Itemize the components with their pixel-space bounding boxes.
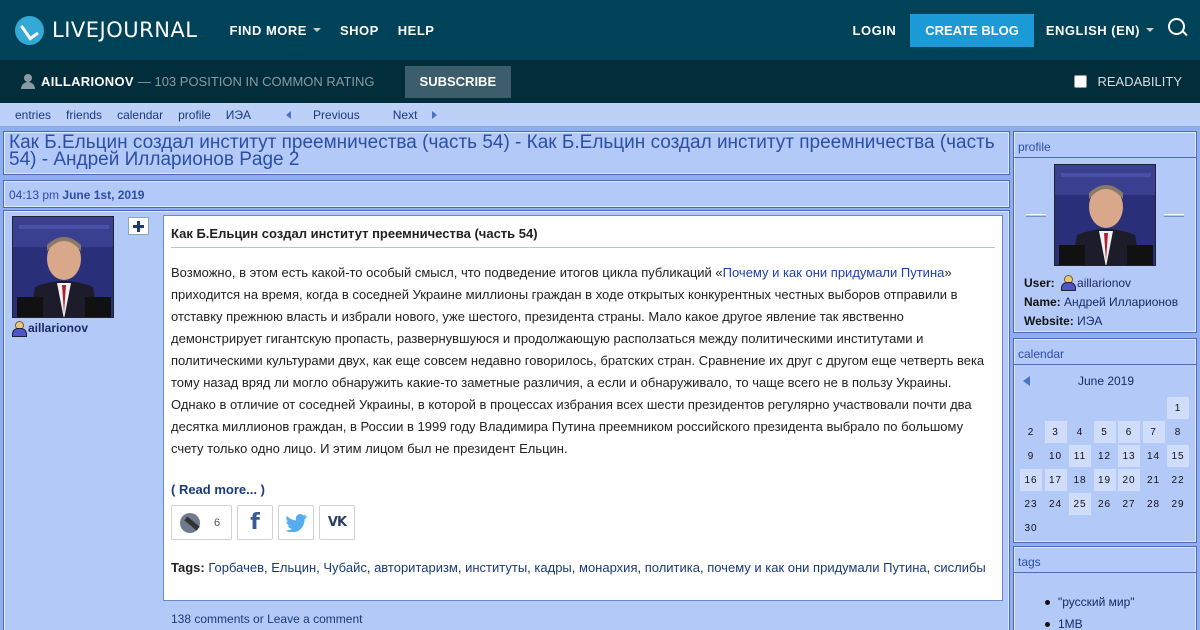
tag-link[interactable]: авторитаризм — [374, 560, 458, 575]
vk-icon: VK — [327, 515, 347, 530]
calendar-day: 9 — [1027, 450, 1035, 462]
calendar-day[interactable]: 16 — [1020, 469, 1042, 491]
comments-bar — [171, 612, 362, 626]
calendar-day: 8 — [1174, 426, 1182, 438]
entry-date[interactable]: June 1st, 2019 — [62, 188, 145, 202]
entry-post — [163, 215, 1003, 601]
tag-link[interactable]: почему и как они придумали Путина — [707, 560, 927, 575]
tag-link[interactable]: кадры — [534, 560, 572, 575]
sidebar-tags-list — [1058, 591, 1135, 630]
journal-rating: — 103 POSITION IN COMMON RATING — [137, 74, 375, 89]
language-label: ENGLISH (EN) — [1045, 22, 1140, 38]
arrow-right-icon — [432, 111, 437, 119]
readability-toggle[interactable] — [1074, 74, 1182, 89]
calendar-day: 2 — [1027, 426, 1035, 438]
calendar-day[interactable]: 17 — [1045, 469, 1067, 491]
tag-link[interactable]: институты — [465, 560, 528, 575]
calendar-day: 29 — [1171, 498, 1185, 510]
chevron-down-icon — [313, 28, 321, 32]
sidebar-profile — [1013, 131, 1197, 333]
avatar[interactable] — [12, 216, 114, 318]
menu-shop[interactable]: SHOP — [339, 22, 379, 38]
calendar-day[interactable]: 13 — [1118, 445, 1140, 467]
calendar-day: 18 — [1073, 474, 1087, 486]
calendar-day: 23 — [1024, 498, 1038, 510]
previous-label: Previous — [313, 107, 360, 122]
calendar-day[interactable]: 25 — [1069, 493, 1091, 515]
comments-or: or — [253, 612, 264, 626]
tag-link[interactable]: сислибы — [933, 560, 986, 575]
profile-name-row — [1024, 293, 1178, 312]
language-selector[interactable] — [1046, 23, 1154, 38]
sidebar-calendar — [1013, 338, 1197, 543]
profile-user-value[interactable]: aillarionov — [1077, 276, 1132, 290]
calendar-day[interactable]: 11 — [1069, 445, 1091, 467]
calendar-day[interactable]: 15 — [1167, 445, 1189, 467]
page-title-box — [3, 131, 1010, 175]
login-link[interactable]: LOGIN — [852, 22, 897, 38]
comments-count-link[interactable]: 138 comments — [171, 612, 250, 626]
menu-help[interactable]: HELP — [397, 22, 435, 38]
subnav-profile[interactable]: profile — [178, 107, 211, 122]
twitter-icon — [285, 514, 307, 532]
expand-button[interactable] — [128, 217, 149, 235]
tag-link[interactable]: Ельцин — [271, 560, 317, 575]
subnav-calendar[interactable]: calendar — [117, 107, 164, 122]
entry-header — [3, 180, 1010, 208]
journal-username[interactable]: AILLARIONOV — [41, 74, 134, 89]
divider — [1026, 214, 1046, 217]
menu-find-more-label: FIND MORE — [229, 22, 307, 38]
read-more-link[interactable]: ( Read more... ) — [171, 482, 265, 497]
sidebar-profile-header: profile — [1014, 132, 1196, 158]
create-blog-button[interactable]: CREATE BLOG — [910, 14, 1034, 47]
calendar-day: 21 — [1146, 474, 1161, 486]
calendar-grid — [1020, 397, 1189, 539]
sidebar-tags — [1013, 546, 1197, 630]
entry-time: 04:13 pm — [9, 188, 60, 202]
subnav-previous[interactable] — [271, 108, 360, 122]
journal-bar — [0, 60, 1200, 103]
calendar-empty-cell — [1143, 397, 1165, 419]
calendar-day: 12 — [1097, 450, 1112, 462]
calendar-day[interactable]: 1 — [1167, 397, 1189, 419]
page-title: Как Б.Ельцин создал институт преемничества (часть 54) - Как Б.Ельцин создал институт преемничества (часть 54) - Андрей Илларионов Page 2 — [9, 132, 995, 170]
facebook-share-button[interactable] — [237, 505, 273, 540]
entry-author-name: aillarionov — [28, 321, 89, 335]
calendar-day: 14 — [1146, 450, 1161, 462]
calendar-day: 26 — [1097, 498, 1112, 510]
calendar-day: 30 — [1024, 522, 1038, 534]
sidebar-calendar-header: calendar — [1014, 339, 1196, 365]
sidebar-avatar[interactable] — [1054, 164, 1156, 266]
readability-checkbox[interactable] — [1074, 75, 1087, 88]
sidebar-tags-header: tags — [1014, 547, 1196, 573]
profile-name-label: Name: — [1024, 295, 1061, 309]
logo-text: LIVEJOURNAL — [52, 18, 198, 42]
sidebar-tag-item[interactable]: 1МВ — [1058, 613, 1135, 630]
next-label: Next — [392, 107, 418, 122]
subnav-entries[interactable]: entries — [15, 107, 52, 122]
calendar-day: 10 — [1048, 450, 1063, 462]
account-area — [853, 14, 1200, 47]
sidebar-tag-item[interactable]: "русский мир" — [1058, 591, 1135, 613]
user-icon — [21, 74, 35, 89]
vk-share-button[interactable] — [319, 505, 355, 540]
calendar-day: 4 — [1076, 426, 1084, 438]
calendar-day[interactable]: 19 — [1094, 469, 1116, 491]
post-title: Как Б.Ельцин создал институт преемничества (часть 54) — [171, 226, 995, 248]
profile-user-row — [1024, 274, 1178, 293]
tag-link[interactable]: Чубайс — [323, 560, 367, 575]
post-text-part: Возможно, в этом есть какой-то особый смысл, что подведение итогов цикла публикаций « — [171, 265, 723, 280]
calendar-day: 24 — [1048, 498, 1063, 510]
share-count: 6 — [214, 516, 221, 529]
post-body — [171, 262, 995, 460]
post-text-part: » приходится на время, когда в соседней Украине миллионы граждан в ходе открытых конкурентных честных выборов отправили в отставку прежнюю власть и избрали нового, уже шестого, президента страны. Мало какое другое явление так явственно демонстрирует гигантскую пропасть, развернувшуюся и продолжающую расползаться между политическими институтами и политическими культурами двух, как еще совсем недавно говорилось, братских стран. Сравнение их друг с другом еще четверть века тому назад вряд ли могло обнаружить какие-то заметные различия, а если и обнаруживало, то чаще всего не в пользу Украины. Однако в отличие от соседней Украины, в которой в процессах избрания всех шести президентов регулярно участвовали почти два десятка миллионов граждан, в России в 1999 году Владимира Путина преемником российского президента выбрало по большому счету только одно лицо. И этим лицом был не президент Ельцин. — [171, 265, 985, 456]
subscribe-button[interactable]: SUBSCRIBE — [405, 66, 512, 98]
calendar-month[interactable]: June 2019 — [1077, 374, 1135, 388]
readability-label: READABILITY — [1097, 74, 1182, 89]
calendar-empty-cell — [1118, 397, 1140, 419]
main-menu — [230, 23, 435, 38]
profile-info — [1024, 274, 1178, 331]
entry-container — [3, 210, 1010, 630]
calendar-day: 22 — [1171, 474, 1185, 486]
user-icon — [1061, 275, 1074, 289]
subnav-next[interactable] — [378, 108, 438, 122]
entry-author[interactable] — [12, 321, 88, 335]
tag-link[interactable]: монархия — [579, 560, 638, 575]
tags-label: Tags: — [171, 560, 205, 575]
twitter-share-button[interactable] — [278, 505, 314, 540]
chevron-down-icon — [1146, 28, 1154, 32]
calendar-day[interactable]: 3 — [1045, 421, 1067, 443]
tag-link[interactable]: политика — [644, 560, 700, 575]
profile-website-value[interactable]: ИЭА — [1077, 314, 1103, 328]
profile-user-label: User: — [1024, 276, 1055, 290]
subnav-website[interactable]: ИЭА — [225, 107, 252, 122]
calendar-day: 27 — [1122, 498, 1136, 510]
search-icon[interactable] — [1168, 18, 1188, 38]
post-tags: Tags: Горбачев, Ельцин, Чубайс, авторитаризм, институты, кадры, монархия, политика, почему и как они придумали Путина, сислибы — [171, 560, 986, 575]
calendar-day: 28 — [1146, 498, 1161, 510]
divider — [1164, 214, 1184, 217]
tag-link[interactable]: Горбачев — [208, 560, 264, 575]
livejournal-repost-icon — [180, 513, 200, 533]
user-icon — [12, 321, 25, 335]
series-link[interactable]: Почему и как они придумали Путина — [722, 265, 945, 280]
calendar-empty-cell — [1069, 397, 1091, 419]
profile-website-label: Website: — [1024, 314, 1074, 328]
arrow-left-icon — [286, 111, 291, 119]
livejournal-logo-icon — [15, 16, 44, 45]
leave-comment-link[interactable]: Leave a comment — [267, 612, 363, 626]
livejournal-logo[interactable] — [15, 16, 198, 45]
calendar-day[interactable]: 6 — [1118, 421, 1140, 443]
calendar-empty-cell — [1020, 397, 1042, 419]
menu-find-more[interactable] — [230, 23, 321, 38]
profile-website-row — [1024, 312, 1178, 331]
livejournal-repost-button[interactable] — [171, 505, 232, 540]
calendar-empty-cell — [1094, 397, 1116, 419]
subnav-friends[interactable]: friends — [66, 107, 103, 122]
journal-subnav — [0, 103, 1200, 127]
calendar-day[interactable]: 20 — [1118, 469, 1140, 491]
calendar-day[interactable]: 7 — [1143, 421, 1165, 443]
profile-name-value: Андрей Илларионов — [1064, 295, 1179, 309]
calendar-empty-cell — [1045, 397, 1067, 419]
share-buttons — [171, 505, 995, 540]
top-navigation-bar — [0, 0, 1200, 60]
facebook-icon: f — [250, 510, 260, 535]
calendar-day[interactable]: 5 — [1094, 421, 1116, 443]
